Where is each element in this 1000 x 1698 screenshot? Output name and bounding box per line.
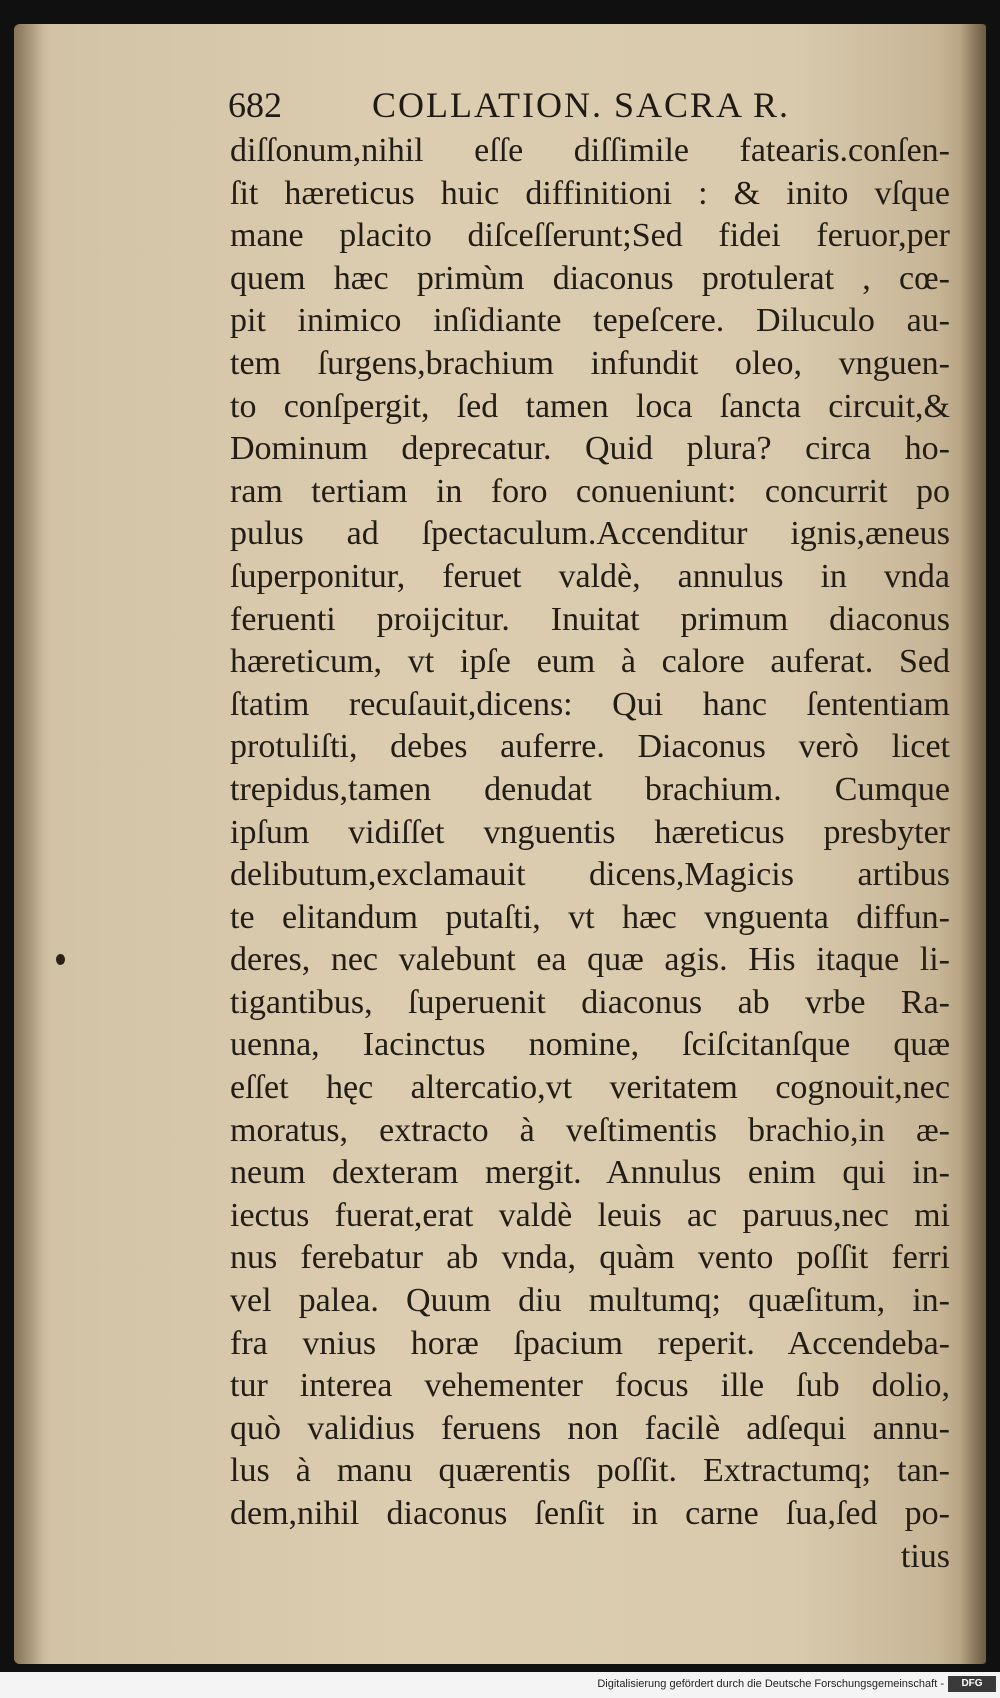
funding-credit: Digitalisierung gefördert durch die Deutsche Forschungsgemeinschaft - xyxy=(597,1678,944,1690)
text-line: tius xyxy=(900,1537,950,1575)
dfg-logo: DFG xyxy=(948,1676,996,1692)
text-line: ſuperponitur, feruet valdè, annulus in vnda xyxy=(230,557,950,595)
text-line: protuliſti, debes auferre. Diaconus verò licet xyxy=(230,728,950,766)
text-line: diſſonum,nihil eſſe diſſimile fatearis.conſen- xyxy=(230,132,950,169)
running-title: COLLATION. SACRA R. xyxy=(372,85,791,125)
text-line: tur interea vehementer focus ille ſub dolio, xyxy=(230,1367,950,1405)
text-line: deres, nec valebunt ea quæ agis. His itaque li- xyxy=(230,941,950,979)
text-line: feruenti proijcitur. Inuitat primum diaconus xyxy=(230,600,950,638)
running-header xyxy=(228,80,868,130)
text-line: hæreticum, vt ipſe eum à calore auferat. Sed xyxy=(230,643,950,681)
text-line: lus à manu quærentis poſſit. Extractumq; tan- xyxy=(230,1452,950,1490)
text-line: dem,nihil diaconus ſenſit in carne ſua,ſed po- xyxy=(230,1495,950,1532)
text-line: iectus fuerat,erat valdè leuis ac paruus,nec mi xyxy=(230,1196,950,1234)
text-line: ſit hæreticus huic diffinitioni : & inito vſque xyxy=(230,174,950,212)
text-line: trepidus,tamen denudat brachium. Cumque xyxy=(230,770,950,808)
text-line: quem hæc primùm diaconus protulerat , cœ- xyxy=(230,259,950,297)
text-line: eſſet hęc altercatio,vt veritatem cognouit,nec xyxy=(230,1069,950,1107)
body-text xyxy=(230,130,950,1578)
text-line: moratus, extracto à veſtimentis brachio,in æ- xyxy=(230,1111,950,1149)
text-line: nus ferebatur ab vnda, quàm vento poſſit ferri xyxy=(230,1239,950,1277)
text-line: ram tertiam in foro conueniunt: concurrit po xyxy=(230,472,950,510)
text-line: vel palea. Quum diu multumq; quæſitum, in- xyxy=(230,1282,950,1320)
text-line: Dominum deprecatur. Quid plura? circa ho- xyxy=(230,430,950,468)
text-line: quò validius feruens non facilè adſequi annu- xyxy=(230,1409,950,1447)
text-line: ſtatim recuſauit,dicens: Qui hanc ſententiam xyxy=(230,685,950,723)
text-line: pulus ad ſpectaculum.Accenditur ignis,æneus xyxy=(230,515,950,553)
text-line: tigantibus, ſuperuenit diaconus ab vrbe Ra- xyxy=(230,983,950,1021)
text-line: te elitandum putaſti, vt hæc vnguenta diffun- xyxy=(230,898,950,936)
text-line: mane placito diſceſſerunt;Sed fidei feruor,per xyxy=(230,217,950,255)
text-line: to conſpergit, ſed tamen loca ſancta circuit,& xyxy=(230,387,950,425)
text-line: ipſum vidiſſet vnguentis hæreticus presbyter xyxy=(230,813,950,851)
text-line: pit inimico inſidiante tepeſcere. Diluculo au- xyxy=(230,302,950,340)
text-line: neum dexteram mergit. Annulus enim qui in- xyxy=(230,1154,950,1192)
ink-spot xyxy=(56,954,65,965)
page-number: 682 xyxy=(228,85,282,125)
page-edge-shadow xyxy=(960,24,986,1664)
text-line: fra vnius horæ ſpacium reperit. Accendeba- xyxy=(230,1324,950,1362)
text-line: uenna, Iacinctus nomine, ſciſcitanſque quæ xyxy=(230,1026,950,1064)
text-line: delibutum,exclamauit dicens,Magicis artibus xyxy=(230,856,950,894)
text-line: tem ſurgens,brachium infundit oleo, vnguen- xyxy=(230,344,950,382)
gutter-shadow xyxy=(14,24,44,1664)
